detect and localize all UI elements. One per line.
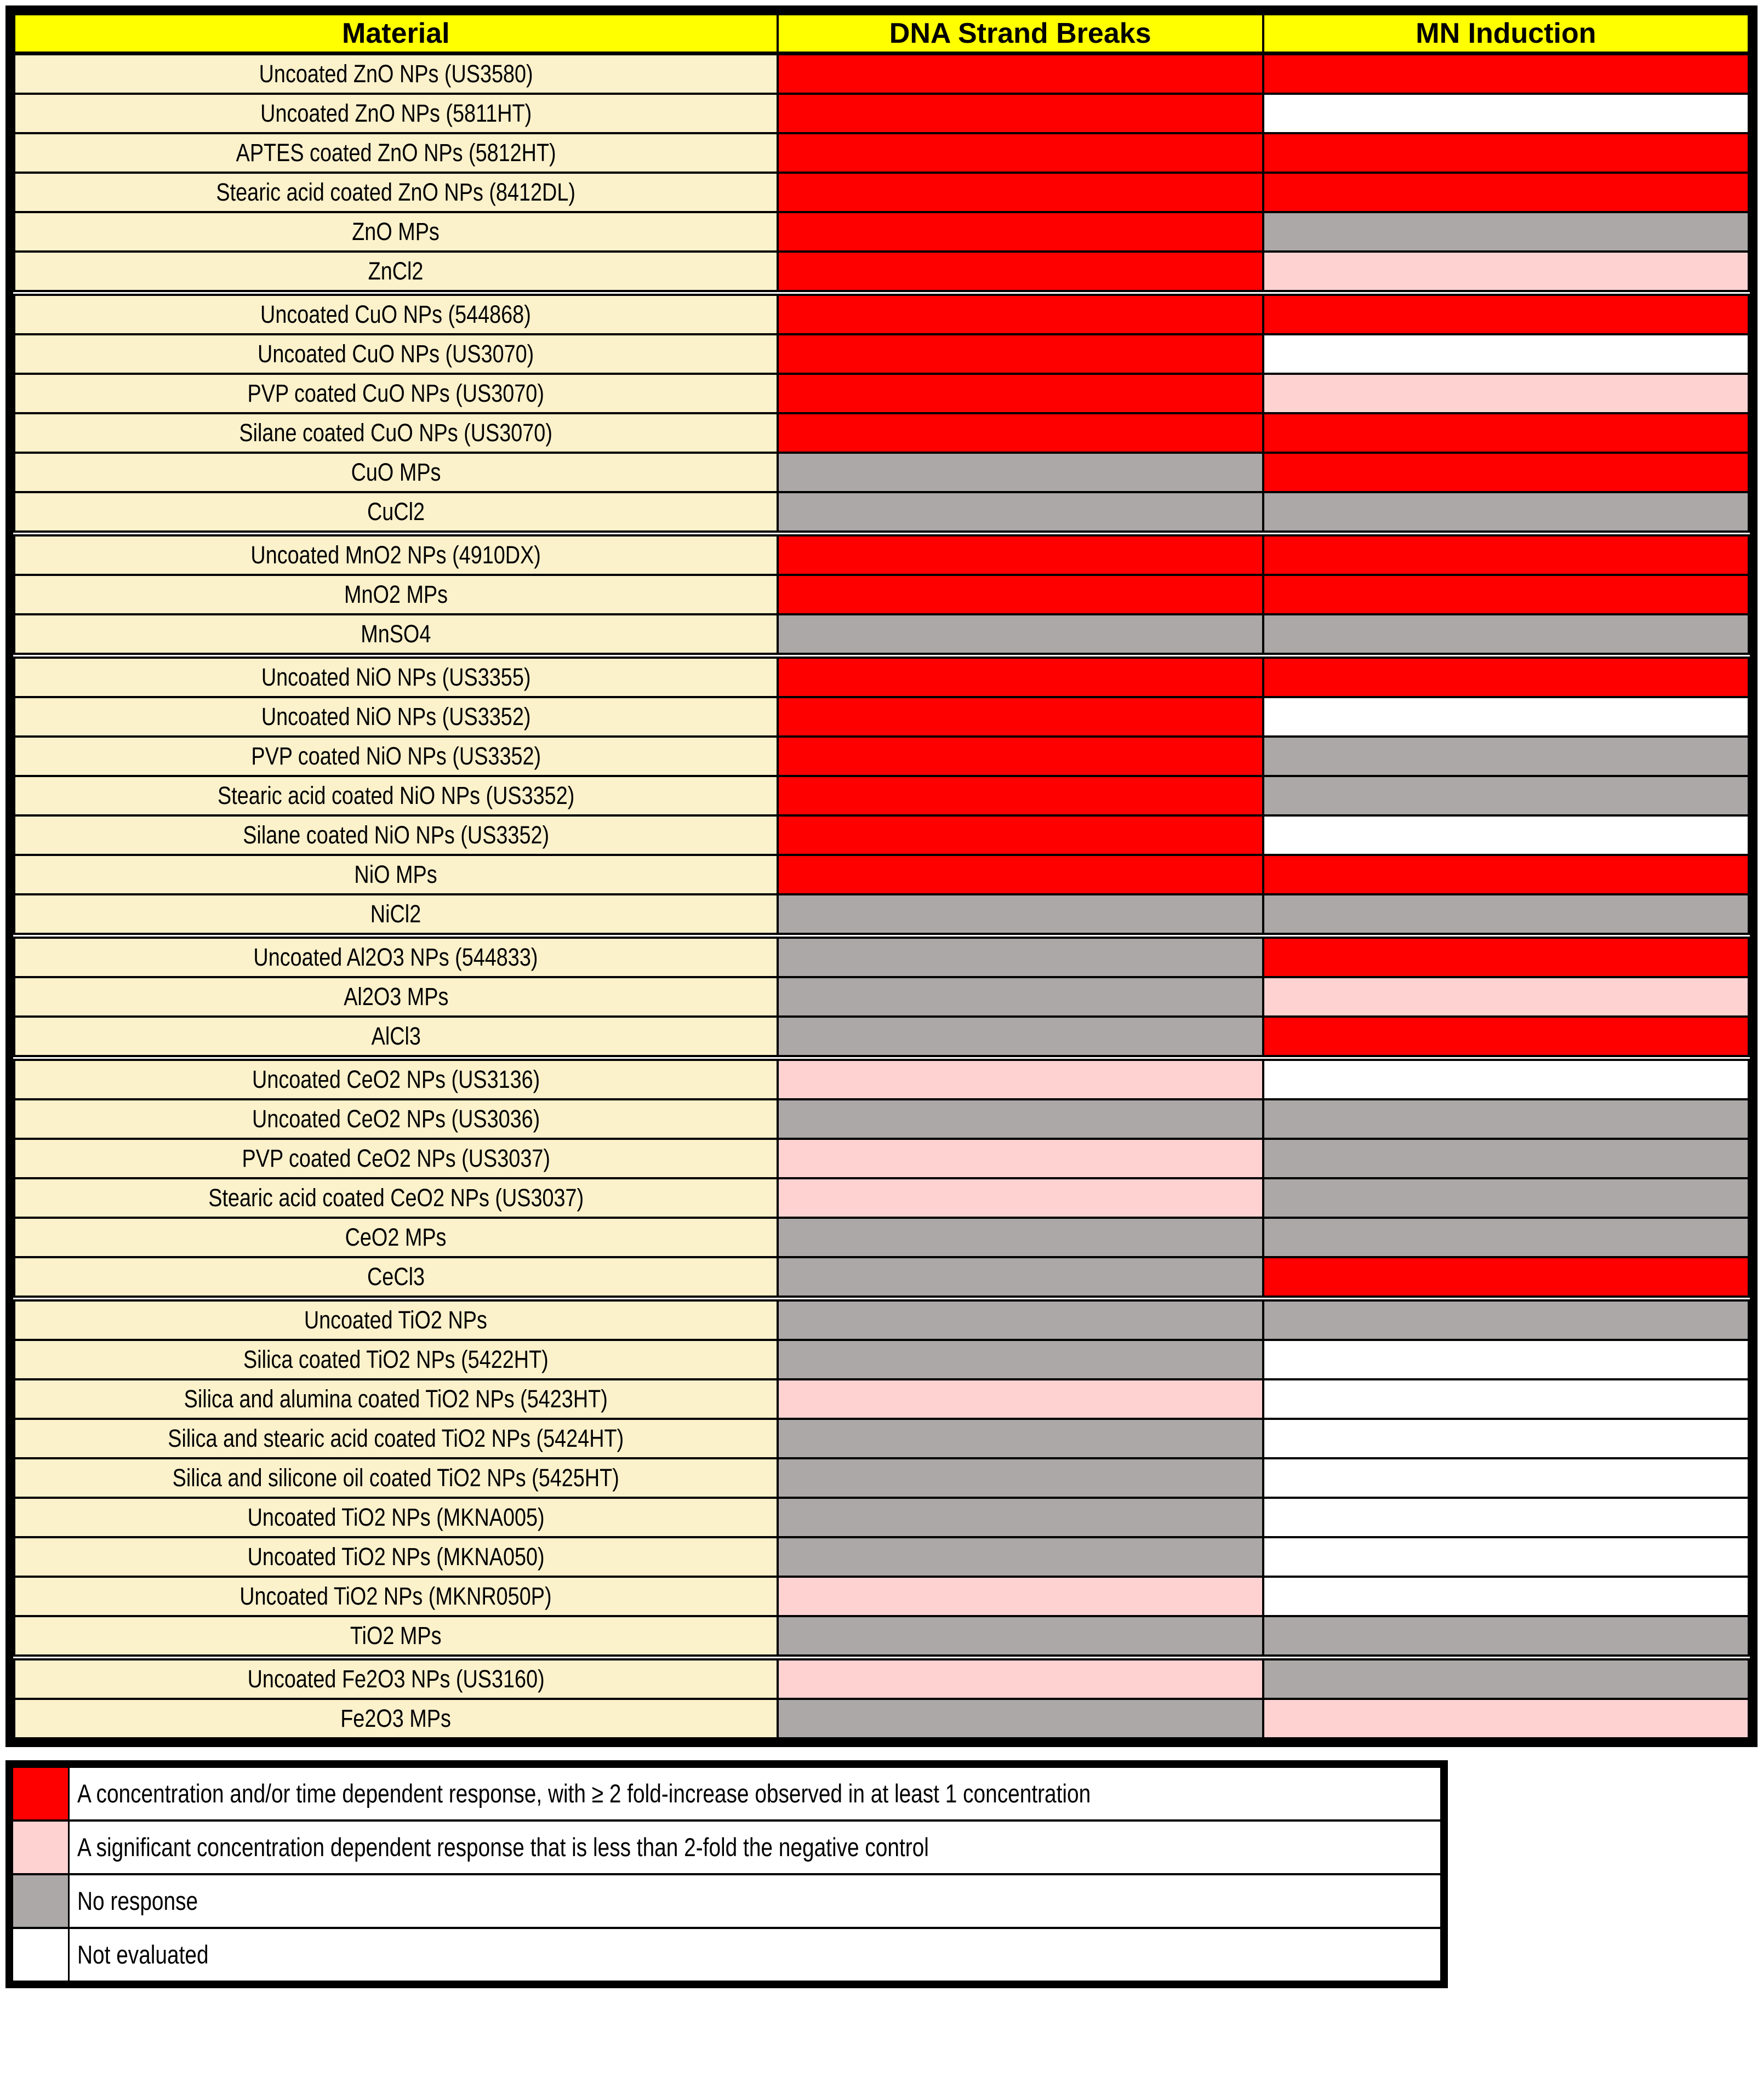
material-label: PVP coated CuO NPs (US3070) [247, 379, 544, 407]
header-row [14, 14, 1749, 54]
dna-result-cell [778, 1340, 1263, 1379]
dna-result-cell [778, 374, 1263, 413]
mn-result-cell [1263, 374, 1749, 413]
material-label: CuO MPs [351, 458, 441, 486]
table-row [14, 54, 1749, 94]
table-row [14, 1458, 1749, 1498]
column-header-dna-strand-breaks: DNA Strand Breaks [778, 14, 1263, 54]
table-row [14, 614, 1749, 656]
material-cell [14, 1699, 778, 1738]
material-label: Uncoated CeO2 NPs (US3136) [252, 1065, 540, 1093]
legend-row [13, 1873, 1440, 1927]
material-cell [14, 894, 778, 936]
table-row [14, 575, 1749, 614]
table-row [14, 173, 1749, 212]
material-cell [14, 1178, 778, 1218]
mn-result-cell [1263, 894, 1749, 936]
material-label: CuCl2 [367, 498, 425, 526]
material-label: NiO MPs [354, 860, 437, 888]
material-label: APTES coated ZnO NPs (5812HT) [236, 139, 556, 167]
mn-result-cell [1263, 936, 1749, 978]
material-cell [14, 1099, 778, 1139]
table-row [14, 1419, 1749, 1458]
material-cell [14, 534, 778, 575]
material-cell [14, 133, 778, 173]
material-label: TiO2 MPs [350, 1622, 442, 1650]
mn-result-cell [1263, 293, 1749, 335]
mn-result-cell [1263, 815, 1749, 855]
dna-result-cell [778, 453, 1263, 492]
material-label: Uncoated Fe2O3 NPs (US3160) [247, 1665, 545, 1693]
legend-row [13, 1927, 1440, 1981]
legend-swatch-pink [13, 1822, 70, 1873]
mn-result-cell [1263, 94, 1749, 133]
mn-result-cell [1263, 1699, 1749, 1738]
mn-result-cell [1263, 252, 1749, 293]
dna-result-cell [778, 1017, 1263, 1058]
dna-result-cell [778, 1498, 1263, 1537]
mn-result-cell [1263, 656, 1749, 698]
material-label: PVP coated NiO NPs (US3352) [250, 742, 541, 770]
mn-result-cell [1263, 212, 1749, 252]
column-header-mn-induction: MN Induction [1263, 14, 1749, 54]
mn-result-cell [1263, 1099, 1749, 1139]
dna-result-cell [778, 252, 1263, 293]
table-row [14, 413, 1749, 453]
mn-result-cell [1263, 1257, 1749, 1299]
mn-result-cell [1263, 1537, 1749, 1577]
material-cell [14, 334, 778, 374]
material-label: PVP coated CeO2 NPs (US3037) [242, 1144, 550, 1172]
material-cell [14, 374, 778, 413]
dna-result-cell [778, 1577, 1263, 1616]
table-row [14, 1699, 1749, 1738]
material-cell [14, 453, 778, 492]
legend [5, 1760, 1448, 1988]
table-row [14, 133, 1749, 173]
table-row [14, 1257, 1749, 1299]
material-cell [14, 293, 778, 335]
toxicity-table [13, 13, 1750, 1739]
material-cell [14, 1257, 778, 1299]
dna-result-cell [778, 413, 1263, 453]
mn-result-cell [1263, 737, 1749, 776]
table-row [14, 334, 1749, 374]
table-row [14, 1299, 1749, 1340]
material-cell [14, 94, 778, 133]
dna-result-cell [778, 1419, 1263, 1458]
mn-result-cell [1263, 1218, 1749, 1257]
material-label: MnO2 MPs [344, 580, 448, 608]
material-label: Uncoated TiO2 NPs (MKNA050) [247, 1543, 545, 1571]
material-label: ZnCl2 [368, 257, 424, 285]
mn-result-cell [1263, 1419, 1749, 1458]
table-row [14, 894, 1749, 936]
toxicity-table-frame [5, 5, 1758, 1747]
legend-row [13, 1819, 1440, 1873]
material-cell [14, 212, 778, 252]
dna-result-cell [778, 1616, 1263, 1658]
material-label: Silane coated CuO NPs (US3070) [239, 419, 553, 447]
dna-result-cell [778, 1537, 1263, 1577]
table-row [14, 1498, 1749, 1537]
table-row [14, 1017, 1749, 1058]
material-cell [14, 656, 778, 698]
material-label: Uncoated TiO2 NPs (MKNR050P) [239, 1582, 552, 1610]
mn-result-cell [1263, 413, 1749, 453]
material-label: Uncoated MnO2 NPs (4910DX) [250, 541, 541, 569]
material-label: Uncoated CeO2 NPs (US3036) [252, 1105, 540, 1133]
table-row [14, 1058, 1749, 1100]
material-label: Uncoated Al2O3 NPs (544833) [253, 943, 538, 971]
dna-result-cell [778, 212, 1263, 252]
material-cell [14, 54, 778, 94]
material-cell [14, 1379, 778, 1419]
table-row [14, 1178, 1749, 1218]
mn-result-cell [1263, 1577, 1749, 1616]
mn-result-cell [1263, 1017, 1749, 1058]
material-cell [14, 815, 778, 855]
dna-result-cell [778, 575, 1263, 614]
mn-result-cell [1263, 453, 1749, 492]
table-row [14, 453, 1749, 492]
material-label: NiCl2 [370, 900, 421, 928]
legend-label: A significant concentration dependent response that is less than 2-fold the negative control [77, 1833, 929, 1862]
table-row [14, 293, 1749, 335]
material-cell [14, 1577, 778, 1616]
legend-label: A concentration and/or time dependent response, with ≥ 2 fold-increase observed in at least 1 concentration [77, 1779, 1091, 1808]
dna-result-cell [778, 334, 1263, 374]
dna-result-cell [778, 1257, 1263, 1299]
dna-result-cell [778, 1178, 1263, 1218]
mn-result-cell [1263, 173, 1749, 212]
material-cell [14, 1218, 778, 1257]
material-label: Silane coated NiO NPs (US3352) [242, 821, 549, 849]
material-cell [14, 1017, 778, 1058]
material-label: Uncoated CuO NPs (US3070) [258, 340, 534, 368]
material-label: Stearic acid coated ZnO NPs (8412DL) [216, 178, 576, 206]
material-cell [14, 1537, 778, 1577]
mn-result-cell [1263, 1178, 1749, 1218]
table-row [14, 252, 1749, 293]
material-label: Uncoated NiO NPs (US3352) [261, 703, 531, 731]
material-cell [14, 1498, 778, 1537]
table-row [14, 697, 1749, 737]
dna-result-cell [778, 855, 1263, 894]
mn-result-cell [1263, 855, 1749, 894]
table-row [14, 1099, 1749, 1139]
table-row [14, 936, 1749, 978]
table-row [14, 374, 1749, 413]
mn-result-cell [1263, 1616, 1749, 1658]
material-cell [14, 936, 778, 978]
dna-result-cell [778, 1058, 1263, 1100]
material-label: Uncoated TiO2 NPs [304, 1306, 488, 1334]
table-row [14, 1379, 1749, 1419]
mn-result-cell [1263, 1658, 1749, 1699]
dna-result-cell [778, 1299, 1263, 1340]
mn-result-cell [1263, 133, 1749, 173]
material-label: CeO2 MPs [345, 1223, 447, 1251]
table-row [14, 534, 1749, 575]
material-label: Silica coated TiO2 NPs (5422HT) [243, 1345, 549, 1373]
material-cell [14, 737, 778, 776]
mn-result-cell [1263, 1058, 1749, 1100]
mn-result-cell [1263, 1299, 1749, 1340]
material-cell [14, 855, 778, 894]
legend-swatch-gray [13, 1875, 70, 1927]
table-body [14, 54, 1749, 1739]
material-cell [14, 1058, 778, 1100]
material-label: Uncoated ZnO NPs (5811HT) [260, 99, 532, 127]
dna-result-cell [778, 133, 1263, 173]
table-row [14, 1577, 1749, 1616]
dna-result-cell [778, 1139, 1263, 1178]
mn-result-cell [1263, 697, 1749, 737]
material-cell [14, 575, 778, 614]
mn-result-cell [1263, 54, 1749, 94]
table-row [14, 977, 1749, 1017]
material-cell [14, 1658, 778, 1699]
dna-result-cell [778, 54, 1263, 94]
material-label: Uncoated TiO2 NPs (MKNA005) [247, 1503, 545, 1531]
dna-result-cell [778, 1458, 1263, 1498]
material-cell [14, 1419, 778, 1458]
table-row [14, 492, 1749, 534]
mn-result-cell [1263, 1458, 1749, 1498]
dna-result-cell [778, 492, 1263, 534]
dna-result-cell [778, 293, 1263, 335]
table-row [14, 1340, 1749, 1379]
material-cell [14, 413, 778, 453]
legend-label: No response [77, 1886, 198, 1915]
material-label: AlCl3 [371, 1022, 421, 1050]
dna-result-cell [778, 1658, 1263, 1699]
dna-result-cell [778, 894, 1263, 936]
dna-result-cell [778, 737, 1263, 776]
legend-label: Not evaluated [77, 1940, 209, 1969]
mn-result-cell [1263, 776, 1749, 815]
dna-result-cell [778, 697, 1263, 737]
legend-row [13, 1768, 1440, 1819]
material-label: Uncoated ZnO NPs (US3580) [259, 60, 533, 88]
mn-result-cell [1263, 614, 1749, 656]
legend-swatch-white [13, 1929, 70, 1981]
dna-result-cell [778, 1099, 1263, 1139]
material-label: Silica and alumina coated TiO2 NPs (5423HT) [184, 1385, 608, 1413]
dna-result-cell [778, 1379, 1263, 1419]
mn-result-cell [1263, 1340, 1749, 1379]
dna-result-cell [778, 656, 1263, 698]
material-label: Uncoated CuO NPs (544868) [260, 300, 532, 328]
table-row [14, 1537, 1749, 1577]
dna-result-cell [778, 776, 1263, 815]
mn-result-cell [1263, 534, 1749, 575]
column-header-material: Material [14, 14, 778, 54]
material-label: Fe2O3 MPs [340, 1704, 452, 1732]
mn-result-cell [1263, 1498, 1749, 1537]
material-cell [14, 1616, 778, 1658]
mn-result-cell [1263, 575, 1749, 614]
table-row [14, 855, 1749, 894]
legend-swatch-red [13, 1768, 70, 1819]
material-label: Al2O3 MPs [343, 983, 448, 1011]
table-row [14, 1139, 1749, 1178]
material-label: Silica and silicone oil coated TiO2 NPs (5425HT) [172, 1464, 619, 1492]
dna-result-cell [778, 1218, 1263, 1257]
table-row [14, 776, 1749, 815]
table-row [14, 1616, 1749, 1658]
material-label: Stearic acid coated CeO2 NPs (US3037) [208, 1184, 584, 1212]
table-row [14, 815, 1749, 855]
material-cell [14, 614, 778, 656]
material-cell [14, 697, 778, 737]
material-label: ZnO MPs [352, 218, 440, 246]
table-row [14, 737, 1749, 776]
material-cell [14, 1299, 778, 1340]
table-header [14, 14, 1749, 54]
material-cell [14, 977, 778, 1017]
table-row [14, 1218, 1749, 1257]
material-cell [14, 1340, 778, 1379]
material-label: CeCl3 [367, 1263, 425, 1291]
dna-result-cell [778, 815, 1263, 855]
material-label: Silica and stearic acid coated TiO2 NPs (5424HT) [168, 1424, 624, 1452]
material-cell [14, 776, 778, 815]
table-row [14, 1658, 1749, 1699]
dna-result-cell [778, 534, 1263, 575]
dna-result-cell [778, 94, 1263, 133]
material-cell [14, 492, 778, 534]
material-label: MnSO4 [361, 620, 431, 648]
genotoxicity-summary-figure [0, 5, 1763, 1988]
mn-result-cell [1263, 334, 1749, 374]
material-cell [14, 173, 778, 212]
dna-result-cell [778, 977, 1263, 1017]
table-row [14, 212, 1749, 252]
mn-result-cell [1263, 977, 1749, 1017]
dna-result-cell [778, 614, 1263, 656]
mn-result-cell [1263, 492, 1749, 534]
material-label: Stearic acid coated NiO NPs (US3352) [217, 781, 574, 809]
mn-result-cell [1263, 1139, 1749, 1178]
mn-result-cell [1263, 1379, 1749, 1419]
table-row [14, 94, 1749, 133]
material-cell [14, 252, 778, 293]
material-label: Uncoated NiO NPs (US3355) [261, 663, 531, 691]
material-cell [14, 1139, 778, 1178]
material-cell [14, 1458, 778, 1498]
dna-result-cell [778, 173, 1263, 212]
dna-result-cell [778, 936, 1263, 978]
dna-result-cell [778, 1699, 1263, 1738]
table-row [14, 656, 1749, 698]
